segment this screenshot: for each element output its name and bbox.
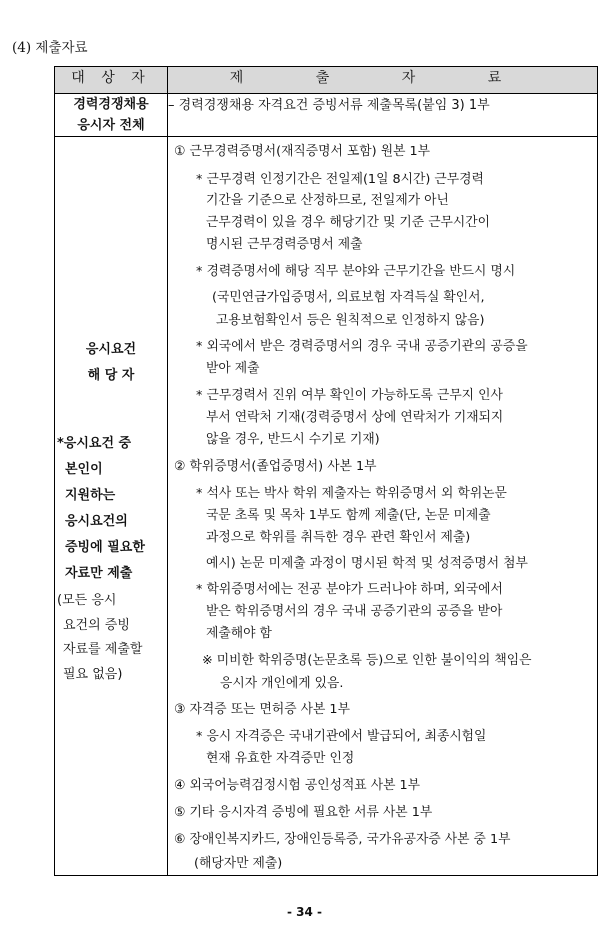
table-row [55,137,598,876]
row1-target [55,94,168,137]
content-line: ① 근무경력증명서(재직증명서 포함) 원본 1부 [174,144,431,159]
submission-table [54,66,598,876]
content-line: * 응시 자격증은 국내기관에서 발급되어, 최종시험일 [196,729,487,744]
header-materials: 제 출 자 료 [168,67,598,94]
content-line: 국문 초록 및 목차 1부도 함께 제출(단, 논문 미제출 [206,508,491,523]
content-line: 받은 학위증명서의 경우 국내 공증기관의 공증을 받아 [206,604,503,619]
target-paren-line: 자료를 제출할 [63,642,143,657]
target-paren-line: 요건의 증빙 [63,617,130,633]
content-line: (국민연금가입증명서, 의료보험 자격득실 확인서, [212,290,485,305]
content-line: (해당자만 제출) [194,856,283,871]
page-number: - 34 - [286,905,322,919]
row1-target-line: 경력경쟁채용 [73,97,149,112]
row1-target-line: 응시자 전체 [77,118,145,133]
content-line: ⑤ 기타 응시자격 증빙에 필요한 서류 사본 1부 [174,805,433,820]
target-note-line: 증빙에 필요한 [65,540,145,555]
content-line: * 경력증명서에 해당 직무 분야와 근무기간을 반드시 명시 [196,264,516,279]
table-header-row [55,67,598,94]
header-target: 대 상 자 [55,67,168,94]
target-paren [57,589,142,687]
content-line: * 외국에서 받은 경력증명서의 경우 국내 공증기관의 공증을 [196,339,528,354]
target-note-line: 본인이 [65,462,103,477]
target-note-line: 응시요건의 [65,514,128,529]
content-line: ※ 미비한 학위증명(논문초록 등)으로 인한 불이익의 책임은 [202,653,532,668]
row2-content [168,137,598,876]
content-line: * 석사 또는 박사 학위 제출자는 학위증명서 외 학위논문 [196,486,507,501]
content-line: 예시) 논문 미제출 과정이 명시된 학적 및 성적증명서 첨부 [206,556,528,571]
target-main-line: 응시요건 [85,342,137,357]
content-line: * 근무경력 인정기간은 전일제(1일 8시간) 근무경력 [196,172,484,187]
content-line: ② 학위증명서(졸업증명서) 사본 1부 [174,459,377,474]
content-line: 근무경력이 있을 경우 해당기간 및 기준 근무시간이 [206,215,491,230]
target-note-line: 지원하는 [65,488,116,503]
content-line: 받아 제출 [206,361,260,376]
target-note-line: 자료만 제출 [65,566,133,581]
content-line: ⑥ 장애인복지카드, 장애인등록증, 국가유공자증 사본 중 1부 [174,832,511,847]
content-line: 응시자 개인에게 있음. [220,676,344,691]
content-line: * 근무경력서 진위 여부 확인이 가능하도록 근무지 인사 [196,388,503,403]
row2-target [55,137,168,876]
content-line: 고용보험확인서 등은 원칙적으로 인정하지 않음) [216,313,485,328]
content-line: 현재 유효한 자격증만 인정 [206,751,355,766]
row1-content: – 경력경쟁채용 자격요건 증빙서류 제출목록(붙임 3) 1부 [168,94,598,137]
content-line: 제출해야 함 [206,626,272,641]
content-line: ③ 자격증 또는 면허증 사본 1부 [174,702,350,717]
content-line: 않을 경우, 반드시 수기로 기재) [206,432,380,447]
target-paren-line: (모든 응시 [57,593,117,608]
content-line: 과정으로 학위를 취득한 경우 관련 확인서 제출) [206,530,471,545]
table-row [55,94,598,137]
target-paren-line: 필요 없음) [63,666,123,682]
target-note [57,431,145,587]
content-line: 명시된 근무경력증명서 제출 [206,237,363,252]
content-line: 기간을 기준으로 산정하므로, 전일제가 아닌 [206,193,449,208]
content-line: 부서 연락처 기재(경력증명서 상에 연락처가 기재되지 [206,410,504,425]
content-line: * 학위증명서에는 전공 분야가 드러나야 하며, 외국에서 [196,582,503,597]
content-line: ④ 외국어능력검정시험 공인성적표 사본 1부 [174,778,421,793]
target-note-line: *응시요건 중 [57,436,132,451]
section-heading: (4) 제출자료 [12,40,88,56]
target-main-line: 해 당 자 [87,367,135,383]
target-main [55,337,167,388]
